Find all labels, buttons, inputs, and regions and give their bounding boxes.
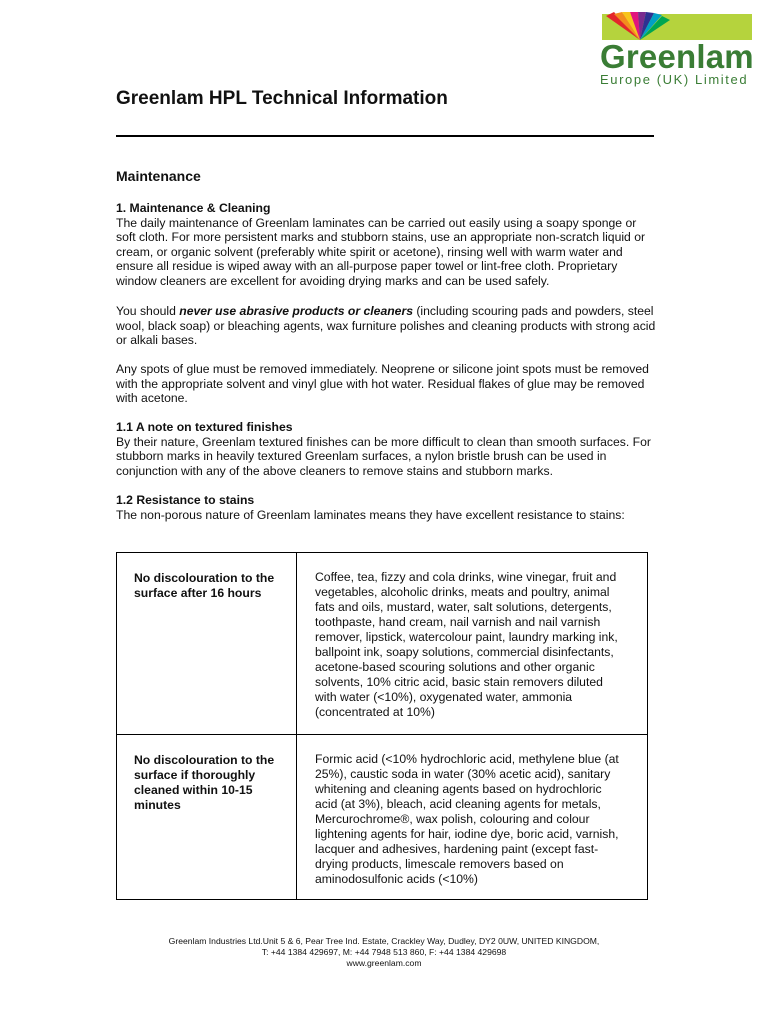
- footer-website: www.greenlam.com: [346, 958, 422, 968]
- textured-finishes-section: [116, 420, 656, 478]
- table-condition-cell: No discolouration to the surface if thoroughly cleaned within 10-15 minutes: [117, 734, 297, 899]
- table-agents-cell: Formic acid (<10% hydrochloric acid, methylene blue (at 25%), caustic soda in water (30% acetic acid), sanitary whitening and cleaning agents based on hydrochloric acid (at 3%), bleach, acid cleaning agents for metals, Mercurochrome®, wax polish, colouring and colour lightening agents for hair, iodine dye, boric acid, varnish, lacquer and adhesives, hardening paint (except fast-drying products, limescale removers based on aminodosulfonic acids (<10%): [297, 734, 648, 899]
- table-row: [117, 734, 648, 899]
- stain-resistance-section: [116, 493, 656, 522]
- section-title: Maintenance: [116, 168, 201, 184]
- maintenance-paragraph-2: [116, 304, 656, 348]
- greenlam-logo: [598, 12, 756, 88]
- textured-finishes-body: By their nature, Greenlam textured finishes can be more difficult to clean than smooth surfaces. For stubborn marks in heavily textured Greenlam surfaces, a nylon bristle brush can be used in conjunction with any of the above cleaners to remove stains and stubborn marks.: [116, 434, 651, 478]
- maintenance-paragraph-1: The daily maintenance of Greenlam laminates can be carried out easily using a soapy sponge or soft cloth. For more persistent marks and stubborn stains, use an appropriate non-scratch liquid or cream, or organic solvent (preferably white spirit or acetone), rinsing well with warm water and ensure all residue is wiped away with an all-purpose paper towel or lint-free cloth. Proprietary window cleaners are excellent for avoiding drying marks and can be used safely.: [116, 215, 646, 288]
- p2-lead: You should: [116, 304, 180, 318]
- logo-subtitle: Europe (UK) Limited: [600, 72, 749, 87]
- table-condition-cell: No discolouration to the surface after 16 hours: [117, 553, 297, 735]
- logo-wordmark: Greenlam: [600, 38, 754, 75]
- textured-finishes-heading: 1.1 A note on textured finishes: [116, 420, 293, 434]
- maintenance-cleaning-section: [116, 201, 656, 289]
- footer-phone: T: +44 1384 429697, M: +44 7948 513 860, F: +44 1384 429698: [261, 947, 507, 957]
- stain-resistance-body: The non-porous nature of Greenlam laminates means they have excellent resistance to stains:: [116, 507, 625, 522]
- maintenance-cleaning-heading: 1. Maintenance & Cleaning: [116, 201, 271, 215]
- p2-emphasis: never use abrasive products or cleaners: [179, 304, 413, 318]
- stain-resistance-heading: 1.2 Resistance to stains: [116, 493, 255, 507]
- table-agents-cell: Coffee, tea, fizzy and cola drinks, wine vinegar, fruit and vegetables, alcoholic drinks, meats and poultry, animal fats and oils, mustard, water, salt solutions, detergents, toothpaste, hand cream, nail varnish and nail varnish remover, lipstick, watercolour paint, laundry marking ink, ballpoint ink, soapy solutions, commercial disinfectants, acetone-based scouring solutions and other organic solvents, 10% citric acid, basic stain removers diluted with water (<10%), oxygenated water, ammonia (concentrated at 10%): [297, 553, 648, 735]
- p2-tail: (including scouring pads and powders, steel wool, black soap) or bleaching agents, wax furniture polishes and cleaning products with strong acid or alkali bases.: [116, 304, 656, 348]
- footer-address: Greenlam Industries Ltd.Unit 5 & 6, Pear Tree Ind. Estate, Crackley Way, Dudley, DY2 0UW, UNITED KINGDOM,: [168, 936, 600, 946]
- title-divider: [116, 135, 654, 137]
- document-title: Greenlam HPL Technical Information: [116, 88, 448, 109]
- stain-resistance-table: [116, 552, 648, 900]
- maintenance-paragraph-3: Any spots of glue must be removed immediately. Neoprene or silicone joint spots must be removed with the appropriate solvent and vinyl glue with hot water. Residual flakes of glue may be removed with acetone.: [116, 362, 649, 406]
- table-row: [117, 553, 648, 735]
- page-footer: [0, 936, 768, 969]
